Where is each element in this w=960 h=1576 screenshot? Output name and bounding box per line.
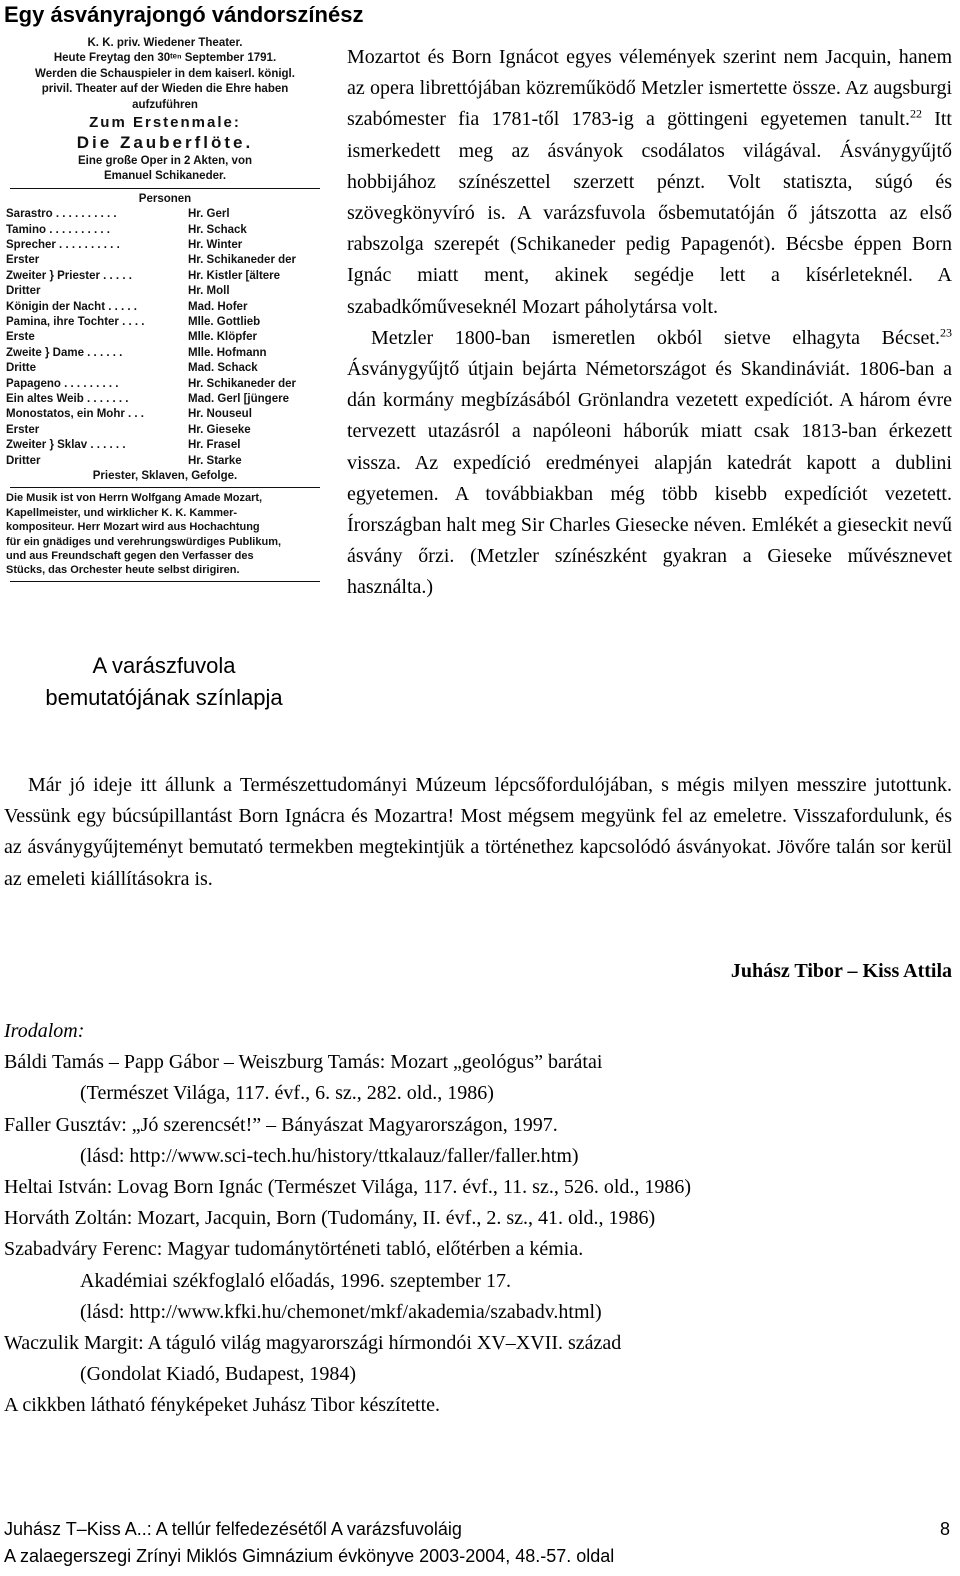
playbill-music-line: kompositeur. Herr Mozart wird aus Hochachtung <box>6 521 260 534</box>
cast-actor: Hr. Starke <box>188 454 242 467</box>
page-footer <box>4 1516 950 1570</box>
footer-title: Juhász T–Kiss A..: A tellúr felfedezésétől A varázsfuvoláig <box>4 1519 462 1539</box>
cast-role: Königin der Nacht . . . . . <box>6 300 137 313</box>
paragraph-text: Itt ismerkedett meg az ásványok csodálatos világával. Ásványgyűjtő hobbijához színészettel szerzett pénzt. Volt statiszta, súgó és szövegkönyvíró is. A varázsfuvola ősbemutatóján ő játszotta az első rabszolga szerepét (Schikaneder pedig Papagenót). Bécsbe éppen Born Ignác miatt ment, akinek segédje lett a kísérleteknél. A szabadkőműveseknél Mozart páholytársa volt. <box>347 108 952 318</box>
playbill-header-line: K. K. priv. Wiedener Theater. <box>87 37 243 49</box>
footer-line <box>4 1516 950 1543</box>
caption-line: A varászfuvola <box>92 653 236 678</box>
cast-role: Zweite } Dame . . . . . . <box>6 346 123 359</box>
cast-role: Dritter <box>6 285 41 298</box>
caption-line: bemutatójának színlapja <box>45 685 283 710</box>
literature-entry: Szabadváry Ferenc: Magyar tudománytörténeti tabló, előtérben a kémia. <box>4 1238 584 1261</box>
cast-actor: Hr. Gieseke <box>188 423 251 436</box>
playbill-divider <box>10 188 320 189</box>
playbill-image <box>6 36 324 640</box>
cast-role: Pamina, ihre Tochter . . . . <box>6 315 145 328</box>
cast-role: Monostatos, ein Mohr . . . <box>6 408 144 421</box>
image-caption <box>8 650 320 714</box>
literature-entry: Faller Gusztáv: „Jó szerencsét!” – Bányászat Magyarországon, 1997. <box>4 1113 558 1136</box>
cast-role: Zweiter } Sklav . . . . . . <box>6 439 126 452</box>
literature-entry: (Természet Világa, 117. évf., 6. sz., 282. old., 1986) <box>80 1082 494 1105</box>
cast-row <box>6 238 324 253</box>
cast-role: Sprecher . . . . . . . . . . <box>6 239 120 252</box>
playbill-music-line: und aus Freundschaft gegen den Verfasser des <box>6 549 254 562</box>
cast-role: Dritter <box>6 454 41 467</box>
cast-row <box>6 423 324 438</box>
cast-row <box>6 330 324 345</box>
cast-actor: Mad. Schack <box>188 362 258 375</box>
cast-row <box>6 392 324 407</box>
literature-entry: Báldi Tamás – Papp Gábor – Weiszburg Tamás: Mozart „geológus” barátai <box>4 1051 603 1074</box>
playbill-header-line: Emanuel Schikaneder. <box>103 170 227 183</box>
cast-row <box>6 454 324 469</box>
cast-actor: Mad. Gerl [jüngere <box>188 392 289 405</box>
cast-row <box>6 377 324 392</box>
literature-entry: (Gondolat Kiadó, Budapest, 1984) <box>80 1363 357 1386</box>
cast-role: Dritte <box>6 362 37 375</box>
literature-list <box>4 1016 954 1422</box>
playbill-header-line: Werden die Schauspieler in dem kaiserl. königl. <box>35 67 295 80</box>
footnote-ref[interactable]: 22 <box>909 106 922 121</box>
cast-actor: Mlle. Hofmann <box>188 346 267 359</box>
cast-role: Erste <box>6 331 35 344</box>
cast-role: Papageno . . . . . . . . . <box>6 377 119 390</box>
cast-actor: Hr. Moll <box>188 285 230 298</box>
literature-entry: Heltai István: Lovag Born Ignác (Természet Világa, 117. évf., 11. sz., 526. old., 1986) <box>4 1176 692 1199</box>
cast-actor: Hr. Schikaneder der <box>188 377 297 390</box>
playbill-chorus: Priester, Sklaven, Gefolge. <box>92 469 238 482</box>
literature-entry: Waczulik Margit: A táguló világ magyarországi hírmondói XV–XVII. század <box>4 1332 622 1355</box>
literature-heading: Irodalom: <box>4 1020 85 1042</box>
paragraph-text: Metzler 1800-ban ismeretlen okból sietve elhagyta Bécset. <box>371 326 940 349</box>
cast-role: Ein altes Weib . . . . . . . <box>6 392 129 405</box>
cast-actor: Mlle. Klöpfer <box>188 331 258 344</box>
literature-entry: (lásd: http://www.kfki.hu/chemonet/mkf/akademia/szabadv.html) <box>80 1300 602 1323</box>
playbill-header-line: Zum Erstenmale: <box>89 114 241 132</box>
footer-line <box>4 1543 950 1570</box>
cast-row <box>6 407 324 422</box>
cast-actor: Hr. Frasel <box>188 439 241 452</box>
cast-actor: Hr. Gerl <box>188 208 230 221</box>
cast-actor: Hr. Nouseul <box>188 408 252 421</box>
cast-role: Zweiter } Priester . . . . . <box>6 269 132 282</box>
cast-actor: Hr. Schikaneder der <box>188 254 297 267</box>
cast-role: Sarastro . . . . . . . . . . <box>6 208 117 221</box>
cast-row <box>6 284 324 299</box>
playbill-music-note <box>6 491 324 577</box>
literature-entry: Horváth Zoltán: Mozart, Jacquin, Born (Tudomány, II. évf., 2. sz., 41. old., 1986) <box>4 1207 656 1230</box>
cast-role: Tamino . . . . . . . . . . <box>6 223 110 236</box>
cast-row <box>6 223 324 238</box>
playbill-persons-title: Personen <box>138 192 192 205</box>
page-number: 8 <box>939 1519 950 1539</box>
literature-entry: (lásd: http://www.sci-tech.hu/history/ttkalauz/faller/faller.htm) <box>80 1144 579 1167</box>
cast-actor: Hr. Schack <box>188 223 247 236</box>
playbill-header-line: aufzuführen <box>132 98 198 111</box>
cast-row <box>6 315 324 330</box>
playbill-header-line: privil. Theater auf der Wieden die Ehre haben <box>41 83 289 96</box>
playbill-music-line: für ein gnädiges und verehrungswürdiges Publikum, <box>6 535 282 548</box>
paragraph-text: Mozartot és Born Ignácot egyes vélemények szerint nem Jacquin, hanem az opera librettójában közreműködő Metzler ismertette össze. Az augsburgi szabómester fia 1781-től 1783-ig a göttingeni egyetemen tanult. <box>347 46 952 131</box>
cast-row <box>6 300 324 315</box>
cast-actor: Hr. Winter <box>188 239 243 252</box>
literature-entry: A cikkben látható fényképeket Juhász Tibor készítette. <box>4 1394 441 1417</box>
cast-row <box>6 207 324 222</box>
playbill-header-line: Heute Freytag den 30ᵗᵉⁿ September 1791. <box>53 52 277 65</box>
cast-actor: Mad. Hofer <box>188 300 248 313</box>
cast-row <box>6 269 324 284</box>
playbill-header-line: Eine große Oper in 2 Akten, von <box>77 155 253 168</box>
authors: Juhász Tibor – Kiss Attila <box>730 960 952 982</box>
playbill-cast-list <box>6 207 324 469</box>
playbill-music-line: Stücks, das Orchester heute selbst dirigiren. <box>6 564 240 577</box>
playbill-divider <box>10 487 320 488</box>
cast-role: Erster <box>6 254 40 267</box>
footnote-ref[interactable]: 23 <box>940 325 952 340</box>
cast-actor: Hr. Kistler [ältere <box>188 269 281 282</box>
playbill-divider <box>10 581 320 582</box>
playbill-opera-title: Die Zauberflöte. <box>76 133 254 153</box>
paragraph-text: Ásványgyűjtő útjain bejárta Németországot és Skandináviát. 1806-ban a dán kormány megbízásából Grönlandra vezetett expedíciót. A három évre tervezett utazásról a napóleoni háborúk miatt csak 1813-ban érkezett vissza. Az expedíció eredményei alapján katedrát kapott a dublini egyetemen. A továbbiakban még több kisebb expedíciót vezetett. Írországban halt meg Sir Charles Giesecke néven. Emlékét a gieseckit nevű ásvány őrzi. (Metzler színészként gyakran a Gieseke művésznevet használta.) <box>347 358 952 599</box>
literature-entries <box>4 1047 954 1421</box>
playbill-header <box>6 36 324 185</box>
playbill-music-line: Kapellmeister, und wirklicher K. K. Kammer- <box>6 506 238 519</box>
paragraph <box>347 323 952 604</box>
footer-source: A zalaegerszegi Zrínyi Miklós Gimnázium évkönyve 2003-2004, 48.-57. oldal <box>4 1546 615 1566</box>
literature-entry: Akadémiai székfoglaló előadás, 1996. szeptember 17. <box>80 1269 511 1292</box>
cast-row <box>6 346 324 361</box>
right-column-text <box>347 42 952 604</box>
cast-row <box>6 438 324 453</box>
cast-actor: Mlle. Gottlieb <box>188 315 261 328</box>
cast-role: Erster <box>6 423 40 436</box>
section-title: Egy ásványrajongó vándorszínész <box>4 2 364 27</box>
cast-row <box>6 361 324 376</box>
playbill-music-line: Die Musik ist von Herrn Wolfgang Amade Mozart, <box>6 492 263 505</box>
paragraph <box>347 42 952 323</box>
cast-row <box>6 253 324 268</box>
closing-paragraph: Már jó ideje itt állunk a Természettudományi Múzeum lépcsőfordulójában, s mégis milyen messzire jutottunk. Vessünk egy búcsúpillantást Born Ignácra és Mozartra! Most mégsem megyünk fel az emeletre. Visszafordulunk, és az ásványgyűjteményt bemutató termekben megtekintjük a történethez kapcsolódó ásványokat. Jövőre talán sor kerül az emeleti kiállításokra is. <box>4 774 952 890</box>
